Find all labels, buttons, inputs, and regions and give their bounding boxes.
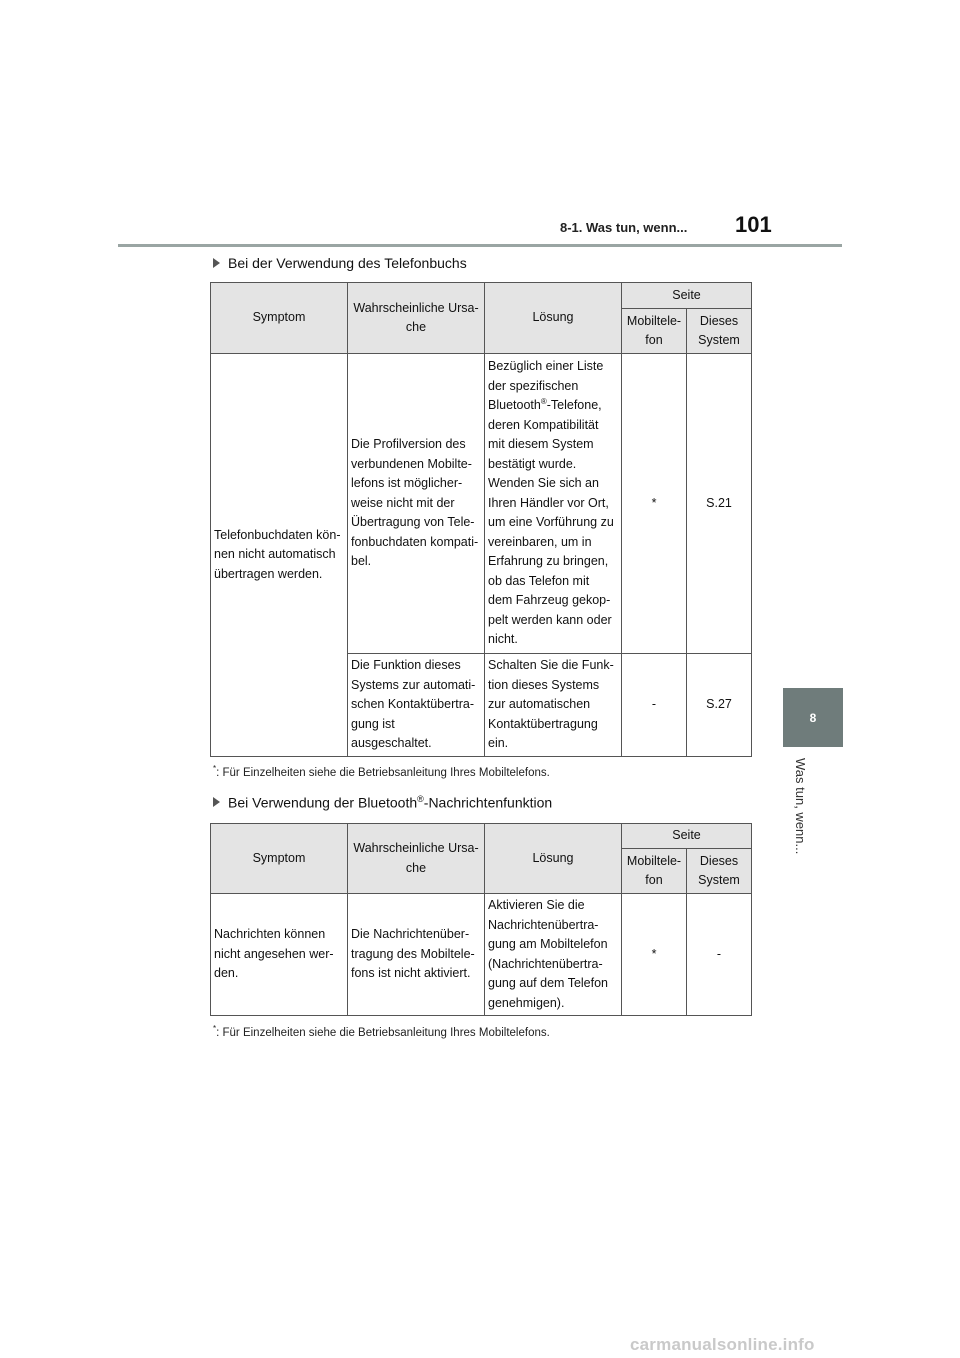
symptom-cell <box>211 894 348 1016</box>
solution-cell <box>485 354 622 654</box>
chapter-title: 8-1. Was tun, wenn... <box>560 220 688 235</box>
triangle-bullet-icon <box>213 797 220 807</box>
messaging-table <box>210 823 752 1016</box>
cause-cell <box>348 354 485 654</box>
col-header-phone-text: Mobiltele- fon <box>626 853 682 887</box>
watermark: carmanualsonline.info <box>630 1335 815 1354</box>
page-number: 101 <box>735 212 772 237</box>
triangle-bullet-icon <box>213 258 220 268</box>
system-page-cell: - <box>687 894 752 1016</box>
phone-page-cell: * <box>622 894 687 1016</box>
col-header-solution: Lösung <box>485 283 622 354</box>
cause-cell <box>348 894 485 1016</box>
registered-mark: ® <box>417 794 424 804</box>
section-heading-messaging <box>213 794 552 811</box>
col-header-page: Seite <box>622 283 752 309</box>
section-heading-text: Bei der Verwendung des Telefonbuchs <box>228 255 467 271</box>
chapter-tab-number: 8 <box>809 710 817 725</box>
footnote-mark: * <box>213 1024 217 1033</box>
col-header-phone <box>622 309 687 354</box>
col-header-symptom: Symptom <box>211 283 348 354</box>
table-row <box>211 894 752 1016</box>
header-divider <box>118 244 842 247</box>
col-header-system-text: Dieses System <box>698 853 740 887</box>
solution-cell <box>485 894 622 1016</box>
solution-text-post: -Telefone, deren Kompatibilität mit diesem System bestätigt wurde. Wenden Sie sich an Ihren Händler vor Ort, um eine Vorführung zu vereinbaren, um in Erfahrung zu bringen, ob das Telefon mit dem Fahrzeug gekop- pelt werden kann oder nicht. <box>488 398 614 647</box>
system-page-cell: S.27 <box>687 654 752 757</box>
footnote <box>213 764 550 779</box>
chapter-tab[interactable] <box>783 688 843 747</box>
symptom-cell <box>211 354 348 757</box>
chapter-tab-label: Was tun, wenn... <box>793 758 808 855</box>
cause-text: Die Funktion dieses Systems zur automati- schen Kontaktübertra- gung ist ausgeschaltet. <box>351 658 476 751</box>
phone-page-cell: - <box>622 654 687 757</box>
col-header-cause-text: Wahrscheinliche Ursa- che <box>353 300 479 334</box>
footnote <box>213 1024 550 1039</box>
cause-text: Die Profilversion des verbundenen Mobilte- lefons ist möglicher- weise nicht mit der Übertragung von Tele- fonbuchdaten kompati- bel. <box>351 437 479 569</box>
col-header-symptom: Symptom <box>211 824 348 894</box>
phone-page-cell: * <box>622 354 687 654</box>
phonebook-table <box>210 282 752 757</box>
system-page-cell: S.21 <box>687 354 752 654</box>
section-heading-text <box>228 794 552 811</box>
section-heading-phonebook <box>213 255 467 271</box>
col-header-system <box>687 849 752 894</box>
col-header-cause <box>348 283 485 354</box>
solution-text: Schalten Sie die Funk- tion dieses Systems zur automatischen Kontaktübertragung ein. <box>488 658 614 751</box>
cause-text: Die Nachrichtenüber- tragung des Mobiltele- fons ist nicht aktiviert. <box>351 927 475 981</box>
footnote-mark: * <box>213 764 217 773</box>
col-header-phone-text: Mobiltele- fon <box>626 313 682 347</box>
solution-text-pre: Bezüglich einer Liste der spezifischen Bluetooth <box>488 359 604 413</box>
col-header-phone <box>622 849 687 894</box>
col-header-solution: Lösung <box>485 824 622 894</box>
footnote-text: : Für Einzelheiten siehe die Betriebsanleitung Ihres Mobiltelefons. <box>216 766 550 779</box>
col-header-system <box>687 309 752 354</box>
col-header-cause-text: Wahrscheinliche Ursa- che <box>353 841 479 875</box>
solution-cell <box>485 654 622 757</box>
solution-text: Aktivieren Sie die Nachrichtenübertra- gung am Mobiltelefon (Nachrichtenübertra- gung auf dem Telefon genehmigen). <box>488 898 609 1010</box>
col-header-cause <box>348 824 485 894</box>
col-header-system-text: Dieses System <box>698 313 740 347</box>
symptom-text: Nachrichten können nicht angesehen wer- den. <box>214 927 334 981</box>
registered-mark: ® <box>540 397 547 407</box>
table-row <box>211 354 752 654</box>
section-heading-post: -Nachrichtenfunktion <box>423 794 553 811</box>
section-heading-pre: Bei Verwendung der Bluetooth <box>228 794 418 811</box>
cause-cell <box>348 654 485 757</box>
col-header-page: Seite <box>622 824 752 849</box>
footnote-text: : Für Einzelheiten siehe die Betriebsanleitung Ihres Mobiltelefons. <box>216 1026 550 1039</box>
symptom-text: Telefonbuchdaten kön- nen nicht automatisch übertragen werden. <box>214 527 341 581</box>
